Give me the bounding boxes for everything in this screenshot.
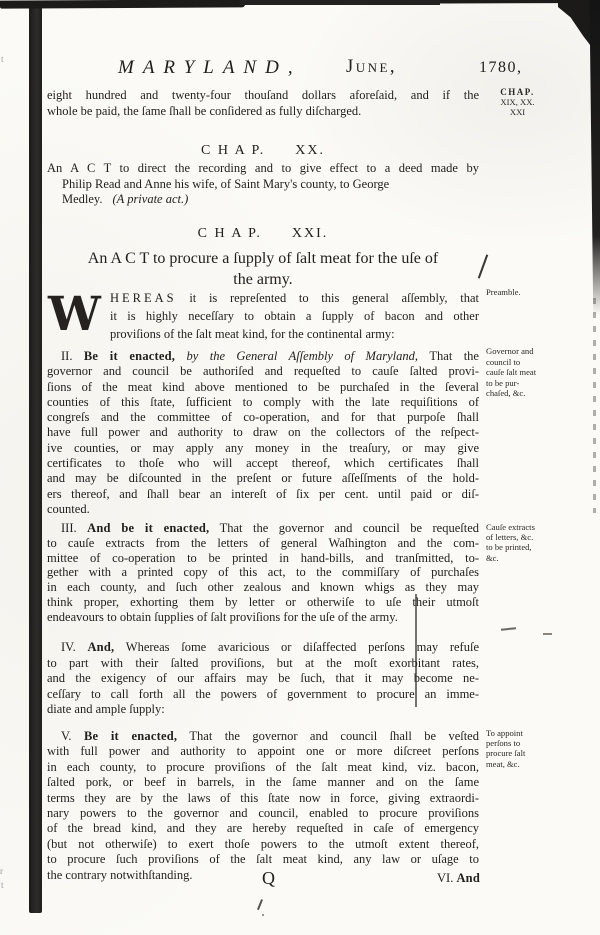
preamble-first-line bbox=[47, 289, 479, 307]
drop-cap-w: W bbox=[48, 287, 101, 342]
section-v bbox=[47, 729, 479, 883]
preamble-body-lines: it is highly neceſſary to obtain a ſupply of bacon and other proviſions of the ſalt meat kind, for the continental army: bbox=[110, 309, 479, 341]
bleed-through-letter: t bbox=[1, 880, 4, 890]
dash-mark-artifact bbox=[501, 627, 516, 631]
margin-note-governor: Governor and council to cauſe ſalt meat to be pur- chaſed, &c. bbox=[486, 346, 537, 398]
chap-label: C H A P. bbox=[197, 226, 262, 241]
top-page-edge-mid bbox=[240, 0, 440, 5]
dot-mark-artifact bbox=[262, 914, 264, 916]
running-head-year: 1780, bbox=[479, 59, 523, 76]
chap-number: XXI. bbox=[291, 226, 329, 241]
first-line-end: That the governor and council ſhall be veſted bbox=[177, 729, 479, 743]
section-iv-body-lines: to part with their ſalted proviſions, but at the moſt exorbitant rates, and the exigency of our affairs may be ſuch, that it may become ne- ceſſary to call forth all the powers of government to procure an imme- diate and ample ſupply: bbox=[47, 655, 479, 716]
catchword-word: And bbox=[456, 871, 480, 885]
slash-mark-artifact bbox=[257, 899, 263, 910]
signature-mark: Q bbox=[262, 868, 275, 888]
act-xx-last-roman: Medley. bbox=[62, 192, 103, 207]
section-iii bbox=[47, 521, 479, 625]
margin-note-appoint: To appoint perſons to procure ſalt meat, &c. bbox=[486, 728, 526, 769]
catchword bbox=[437, 871, 480, 886]
enacting-phrase: Be it enacted, bbox=[83, 349, 176, 363]
bleed-through-letter: t bbox=[1, 54, 4, 64]
section-ii-first-line bbox=[47, 349, 479, 364]
act-xx-last-line bbox=[47, 192, 479, 208]
preamble-paragraph bbox=[47, 289, 479, 344]
section-iii-first-line bbox=[47, 521, 479, 536]
first-line-end: That the governor and council be requeſted bbox=[209, 521, 479, 535]
private-act-note: (A private act.) bbox=[112, 192, 189, 207]
section-number: IV. bbox=[61, 640, 88, 654]
chap-xx-heading bbox=[47, 143, 479, 159]
top-page-edge-thick bbox=[0, 0, 245, 9]
pen-mark-artifact bbox=[478, 254, 488, 278]
margin-note-preamble: Preamble. bbox=[486, 287, 521, 297]
act-xx-lines: An A C T to direct the recording and to give effect to a deed made by Philip Read and Anne his wife, of Saint Mary's county, to George bbox=[47, 161, 479, 191]
section-iv-first-line bbox=[47, 640, 479, 656]
section-ii-body-lines: governor and council be authoriſed and requeſted to cauſe ſalted provi- ſions of the meat kind above mentioned to be purchaſed in the ſeveral counties of this ſtate, ſufficient to comply with the late requiſitions of congreſs and the committee of co-operation, and for that purpoſe ſhall have full power and authority to draw on the collectors of the reſpect- ive counties, or may apply any money in the treaſury, or may give certificates to thoſe who will accept thereof, which certificates ſhall and may be diſcounted in the preſent or future aſſeſſments of the hold- ers thereof, and ſhall bear an intereſt of ſix per cent. until paid or diſ- counted. bbox=[47, 364, 479, 516]
section-iv bbox=[47, 640, 479, 718]
enacting-phrase: And be it enacted, bbox=[87, 521, 210, 535]
preamble-first-line-rest: it is repreſented to this general aſſembly, that bbox=[176, 291, 479, 305]
right-edge-speckle bbox=[593, 298, 596, 513]
section-ii bbox=[47, 349, 479, 517]
chap-xxi-heading bbox=[47, 226, 479, 242]
carryover-paragraph: eight hundred and twenty-four thouſand dollars aforeſaid, and if the whole be paid, the ſame ſhall be conſidered as fully diſcharged. bbox=[47, 88, 479, 118]
margin-note-extracts: Cauſe extracts of letters, &c. to be printed, &c. bbox=[486, 522, 535, 563]
whereas-caps: HEREAS bbox=[110, 291, 177, 305]
bleed-through-letter: r bbox=[0, 866, 3, 876]
assembly-phrase: by the General Aſſembly of Maryland, bbox=[175, 349, 430, 363]
section-v-first-line bbox=[47, 729, 479, 744]
first-line-end: Whereas ſome avaricious or diſaffected perſons may refuſe bbox=[114, 640, 479, 654]
section-number: III. bbox=[61, 521, 88, 535]
chap-label: C H A P. bbox=[201, 143, 266, 158]
running-head-state: MARYLAND, bbox=[118, 57, 302, 78]
catchword-number: VI. bbox=[437, 871, 457, 885]
enacting-phrase: Be it enacted, bbox=[83, 729, 178, 743]
act-xxi-title: An A C T to procure a ſupply of ſalt meat for the uſe of the army. bbox=[87, 250, 439, 288]
first-line-end: That the bbox=[429, 349, 479, 363]
section-number: II. bbox=[61, 349, 84, 363]
dash-mark-artifact bbox=[543, 633, 552, 635]
section-number: V. bbox=[61, 729, 84, 743]
act-xx-description bbox=[47, 161, 479, 208]
section-iii-body-lines: to cauſe extracts from the letters of general Waſhington and the com- mittee of co-operation to be printed in hand-bills, and tranſmitted, to- gether with a printed copy of this act, to the commiſſary of purchaſes in each county, and ſuch other zealous and known whigs as they may think proper, exhorting them by letter or otherwiſe to uſe their utmoſt endeavours to obtain ſupplies of ſalt proviſions for the uſe of the army. bbox=[47, 535, 479, 624]
enacting-phrase: And, bbox=[87, 640, 115, 654]
running-head-month: June, bbox=[346, 57, 398, 77]
section-v-body-lines: with full power and authority to appoint one or more diſcreet perſons in each county, to procure proviſions of the ſalt meat kind, viz. bacon, ſalted pork, or beef in barrels, in the ſame manner and on the ſame terms they are by the laws of this ſtate now in force, giving extraordi- nary powers to the governor and council, enabled to procure proviſions of the bread kind, and they are hereby requeſted in caſe of emergency (but not otherwiſe) to exert thoſe powers to the utmoſt extent thereof, to procure ſuch proviſions of the ſalt meat kind, any law or uſage to the contrary notwithſtanding. bbox=[47, 744, 479, 882]
chap-number: XX. bbox=[295, 143, 325, 158]
binding-gutter-bar bbox=[29, 7, 42, 913]
margin-note-chapter-numbers: CHAP. XIX, XX. XXI bbox=[500, 87, 535, 118]
right-page-edge-shadow bbox=[585, 0, 600, 315]
